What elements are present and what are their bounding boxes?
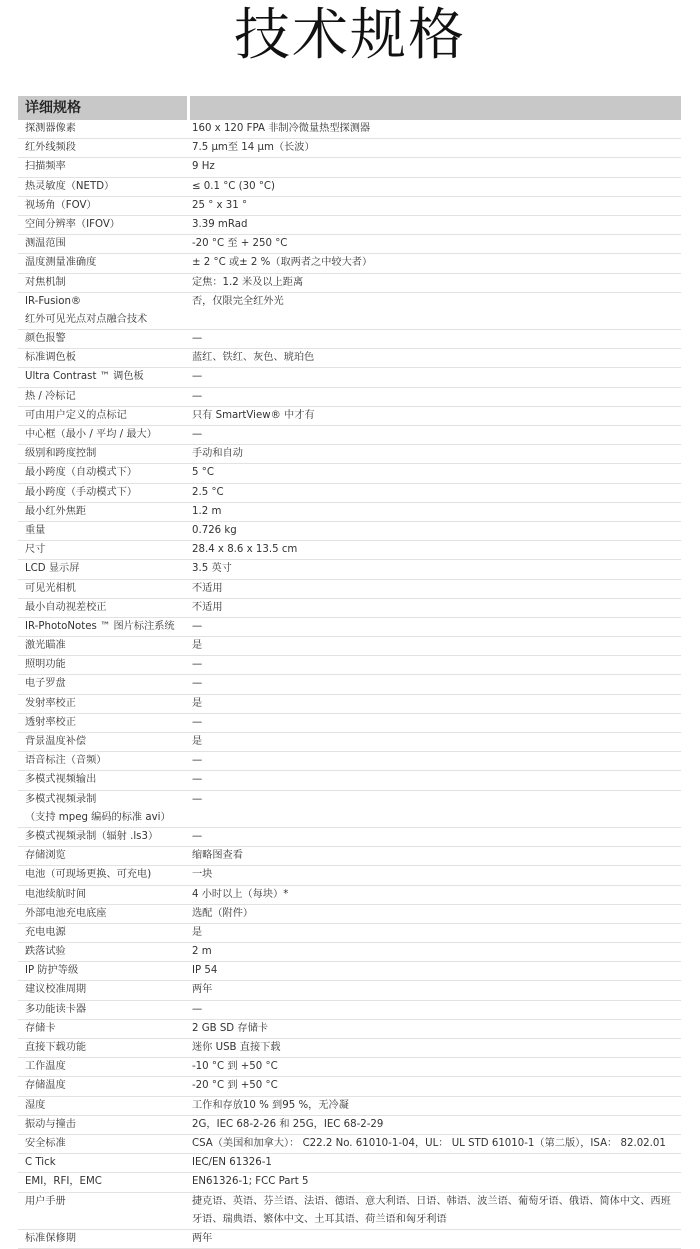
spec-value xyxy=(185,254,681,272)
spec-value-line: -20 °C 到 +50 °C xyxy=(192,1080,278,1092)
spec-label-line: LCD 显示屏 xyxy=(25,563,80,575)
spec-value-line: 是 xyxy=(192,736,203,747)
table-row xyxy=(18,484,681,503)
spec-label-line: 语音标注（音频） xyxy=(25,755,107,767)
table-row xyxy=(18,695,681,714)
spec-value xyxy=(185,1077,681,1095)
spec-value-line: 160 x 120 FPA 非制冷微量热型探测器 xyxy=(192,123,371,134)
page-title: 技术规格 xyxy=(234,3,466,68)
spec-label xyxy=(18,791,185,827)
spec-value xyxy=(185,733,681,751)
spec-value xyxy=(185,695,681,713)
spec-value-line: CSA（美国和加拿大）： C22.2 No. 61010-1-04，UL： UL STD 61010-1（第二版），ISA： 82.02.01 xyxy=(192,1137,666,1149)
spec-value-line: 捷克语、英语、芬兰语、法语、德语、意大利语、日语、韩语、波兰语、葡萄牙语、俄语、简体中文、西班 xyxy=(192,1195,671,1207)
spec-value xyxy=(185,924,681,942)
spec-value-line: — xyxy=(192,1003,203,1015)
spec-table-header xyxy=(18,96,681,120)
spec-value xyxy=(185,886,681,904)
spec-value-line: — xyxy=(192,390,203,402)
table-row xyxy=(18,733,681,752)
spec-label-line: 多功能读卡器 xyxy=(25,1003,87,1015)
spec-value xyxy=(185,981,681,999)
spec-label-line: 建议校准周期 xyxy=(25,984,87,996)
table-row xyxy=(18,924,681,943)
spec-label xyxy=(18,1193,185,1229)
spec-value-line: — xyxy=(192,830,203,842)
spec-label-line: C Tick xyxy=(25,1157,56,1169)
spec-label xyxy=(18,599,185,617)
table-row xyxy=(18,886,681,905)
spec-label xyxy=(18,426,185,444)
table-row xyxy=(18,752,681,771)
spec-label-line: 存储卡 xyxy=(25,1022,56,1034)
spec-label xyxy=(18,943,185,961)
table-row xyxy=(18,216,681,235)
spec-label xyxy=(18,560,185,578)
spec-label xyxy=(18,1077,185,1095)
spec-label xyxy=(18,330,185,348)
table-row xyxy=(18,1077,681,1096)
spec-value-line: 只有 SmartView® 中才有 xyxy=(192,409,315,421)
spec-label xyxy=(18,924,185,942)
spec-value-line: 3.39 mRad xyxy=(192,218,248,230)
spec-value xyxy=(185,330,681,348)
spec-label-line: 颜色报警 xyxy=(25,333,66,345)
table-row xyxy=(18,791,681,828)
spec-label-line: Ultra Contrast ™ 调色板 xyxy=(25,371,144,383)
spec-label xyxy=(18,274,185,292)
spec-value xyxy=(185,560,681,578)
spec-label xyxy=(18,771,185,789)
spec-value xyxy=(185,1020,681,1038)
table-row xyxy=(18,178,681,197)
table-row xyxy=(18,330,681,349)
table-row xyxy=(18,426,681,445)
spec-label-line: 多模式视频录制（辐射 .ls3） xyxy=(25,830,159,842)
table-row xyxy=(18,1116,681,1135)
spec-value-line: — xyxy=(192,371,203,383)
spec-label xyxy=(18,1116,185,1134)
spec-label xyxy=(18,197,185,215)
table-row xyxy=(18,962,681,981)
spec-label xyxy=(18,254,185,272)
spec-label-line: 视场角（FOV） xyxy=(25,199,97,211)
spec-label xyxy=(18,178,185,196)
spec-table xyxy=(18,96,681,1249)
table-row xyxy=(18,388,681,407)
spec-value-line: ≤ 0.1 °C (30 °C) xyxy=(192,180,276,192)
table-row xyxy=(18,197,681,216)
table-row xyxy=(18,714,681,733)
table-row xyxy=(18,1173,681,1192)
spec-value xyxy=(185,349,681,367)
spec-value-line: EN61326-1; FCC Part 5 xyxy=(192,1176,309,1188)
table-row xyxy=(18,541,681,560)
spec-label-line: 最小跨度（自动模式下） xyxy=(25,467,138,479)
spec-label-line: IP 防护等级 xyxy=(25,965,79,977)
spec-value xyxy=(185,158,681,176)
spec-value xyxy=(185,178,681,196)
spec-value xyxy=(185,791,681,827)
spec-value-line: 牙语、瑞典语、繁体中文、土耳其语、荷兰语和匈牙利语 xyxy=(192,1213,447,1225)
spec-value xyxy=(185,828,681,846)
table-row xyxy=(18,158,681,177)
spec-value xyxy=(185,139,681,157)
spec-label xyxy=(18,522,185,540)
spec-label xyxy=(18,1173,185,1191)
spec-value-line: — xyxy=(192,659,203,671)
spec-value xyxy=(185,235,681,253)
spec-value xyxy=(185,503,681,521)
spec-label-line: 振动与撞击 xyxy=(25,1118,76,1130)
spec-value xyxy=(185,1135,681,1153)
spec-value-line: 不适用 xyxy=(192,601,223,613)
table-row xyxy=(18,1058,681,1077)
spec-value-line: 是 xyxy=(192,640,203,652)
spec-label-line: 湿度 xyxy=(25,1099,46,1111)
spec-value xyxy=(185,943,681,961)
spec-value xyxy=(185,293,681,329)
table-row xyxy=(18,349,681,368)
spec-value xyxy=(185,580,681,598)
spec-value-line: 7.5 μm至 14 μm（长波） xyxy=(192,142,315,154)
spec-value-line: 一块 xyxy=(192,869,213,881)
spec-value-line: 否，仅限完全红外光 xyxy=(192,295,284,307)
spec-label-line: 存储温度 xyxy=(25,1080,66,1092)
spec-value-line: IEC/EN 61326-1 xyxy=(192,1157,272,1169)
spec-value-line: 2G，IEC 68-2-26 和 25G，IEC 68-2-29 xyxy=(192,1118,384,1130)
spec-label-line: 热灵敏度（NETD） xyxy=(25,180,115,192)
spec-value xyxy=(185,522,681,540)
spec-label-line: IR-Fusion® xyxy=(25,295,82,307)
spec-label-line: 电池续航时间 xyxy=(25,888,87,900)
table-row xyxy=(18,981,681,1000)
spec-label xyxy=(18,388,185,406)
spec-value xyxy=(185,1058,681,1076)
spec-value-line: 不适用 xyxy=(192,582,223,594)
spec-value-line: 迷你 USB 直接下载 xyxy=(192,1042,281,1053)
spec-label xyxy=(18,158,185,176)
spec-label xyxy=(18,905,185,923)
spec-label xyxy=(18,752,185,770)
spec-label xyxy=(18,464,185,482)
spec-label xyxy=(18,541,185,559)
spec-value-line: 是 xyxy=(192,926,203,938)
spec-label xyxy=(18,1135,185,1153)
spec-value xyxy=(185,388,681,406)
spec-value-line: 4 小时以上（每块）* xyxy=(192,888,289,900)
spec-label-line: EMI，RFI，EMC xyxy=(25,1176,102,1188)
spec-label xyxy=(18,1001,185,1019)
spec-label-line: 空间分辨率（IFOV） xyxy=(25,218,120,230)
spec-value-line: 手动和自动 xyxy=(192,448,243,460)
spec-label xyxy=(18,216,185,234)
table-row xyxy=(18,943,681,962)
table-row xyxy=(18,771,681,790)
spec-value xyxy=(185,714,681,732)
spec-label xyxy=(18,714,185,732)
spec-value-line: — xyxy=(192,774,203,786)
spec-value xyxy=(185,1097,681,1115)
spec-value xyxy=(185,274,681,292)
spec-label xyxy=(18,445,185,463)
spec-value xyxy=(185,407,681,425)
spec-value-line: — xyxy=(192,716,203,728)
spec-label xyxy=(18,828,185,846)
spec-value xyxy=(185,1154,681,1172)
spec-value xyxy=(185,1001,681,1019)
spec-label-line: 跌落试验 xyxy=(25,946,66,958)
table-row xyxy=(18,407,681,426)
table-row xyxy=(18,1001,681,1020)
spec-value xyxy=(185,656,681,674)
spec-value xyxy=(185,1193,681,1229)
table-row xyxy=(18,368,681,387)
spec-value-line: 两年 xyxy=(192,984,213,996)
spec-value xyxy=(185,618,681,636)
table-row xyxy=(18,847,681,866)
spec-value xyxy=(185,445,681,463)
spec-label-line: 激光瞄准 xyxy=(25,640,66,652)
spec-value-line: 2.5 °C xyxy=(192,486,224,498)
table-row xyxy=(18,293,681,330)
table-row xyxy=(18,1154,681,1173)
spec-label-line: 工作温度 xyxy=(25,1061,66,1073)
spec-label-line: 透射率校正 xyxy=(25,716,76,728)
spec-value xyxy=(185,752,681,770)
spec-label xyxy=(18,1230,185,1248)
spec-label-line: 中心框（最小 / 平均 / 最大） xyxy=(25,429,157,440)
spec-value-line: — xyxy=(192,755,203,767)
spec-value xyxy=(185,120,681,138)
spec-label-line: 标准调色板 xyxy=(25,352,76,364)
spec-value xyxy=(185,866,681,884)
spec-header-blank xyxy=(190,96,681,120)
table-row xyxy=(18,464,681,483)
table-row xyxy=(18,675,681,694)
table-row xyxy=(18,274,681,293)
spec-label xyxy=(18,349,185,367)
table-row xyxy=(18,139,681,158)
spec-value-line: 0.726 kg xyxy=(192,524,237,536)
spec-value-line: 定焦：1.2 米及以上距离 xyxy=(192,276,304,288)
spec-value-line: — xyxy=(192,793,203,805)
table-row xyxy=(18,503,681,522)
spec-value-line: 两年 xyxy=(192,1232,213,1244)
table-row xyxy=(18,905,681,924)
spec-label-line: 外部电池充电底座 xyxy=(25,907,107,919)
table-row xyxy=(18,1039,681,1058)
spec-rows xyxy=(18,120,681,1249)
spec-label xyxy=(18,847,185,865)
spec-label-line: 温度测量准确度 xyxy=(25,257,97,269)
spec-label xyxy=(18,293,185,329)
table-row xyxy=(18,445,681,464)
spec-value xyxy=(185,771,681,789)
spec-value-line: ± 2 °C 或± 2 %（取两者之中较大者） xyxy=(192,257,373,269)
table-row xyxy=(18,254,681,273)
spec-value-line: 3.5 英寸 xyxy=(192,563,232,575)
table-row xyxy=(18,522,681,541)
spec-section-heading: 详细规格 xyxy=(18,96,187,120)
spec-value xyxy=(185,484,681,502)
spec-value xyxy=(185,675,681,693)
spec-label-line: 充电电源 xyxy=(25,926,66,938)
table-row xyxy=(18,1020,681,1039)
spec-value xyxy=(185,637,681,655)
table-row xyxy=(18,1230,681,1249)
table-row xyxy=(18,828,681,847)
spec-label-line: 直接下载功能 xyxy=(25,1042,87,1053)
spec-label-line: 扫描频率 xyxy=(25,161,66,173)
spec-label xyxy=(18,1020,185,1038)
spec-label-line: 标准保修期 xyxy=(25,1232,76,1244)
spec-label xyxy=(18,235,185,253)
spec-value xyxy=(185,599,681,617)
spec-value xyxy=(185,464,681,482)
spec-label-line: 用户手册 xyxy=(25,1195,66,1207)
spec-label-line: 重量 xyxy=(25,524,46,536)
spec-label-line: 发射率校正 xyxy=(25,697,76,709)
table-row xyxy=(18,235,681,254)
spec-label-line: 电池（可现场更换、可充电) xyxy=(25,869,152,881)
spec-label xyxy=(18,618,185,636)
spec-label xyxy=(18,675,185,693)
spec-label xyxy=(18,407,185,425)
spec-label xyxy=(18,886,185,904)
table-row xyxy=(18,580,681,599)
spec-label-line: 测温范围 xyxy=(25,238,66,250)
spec-label-line: 探测器像素 xyxy=(25,123,76,134)
spec-value-line: 2 GB SD 存储卡 xyxy=(192,1022,268,1034)
spec-value-line: — xyxy=(192,333,203,345)
table-row xyxy=(18,637,681,656)
spec-value-line: 28.4 x 8.6 x 13.5 cm xyxy=(192,544,298,556)
spec-label xyxy=(18,637,185,655)
spec-value-line: 是 xyxy=(192,697,203,709)
spec-label xyxy=(18,981,185,999)
spec-value-line: 蓝红、铁红、灰色、琥珀色 xyxy=(192,352,315,364)
spec-label xyxy=(18,484,185,502)
table-row xyxy=(18,618,681,637)
spec-label xyxy=(18,866,185,884)
spec-label xyxy=(18,503,185,521)
spec-label xyxy=(18,1154,185,1172)
spec-value-line: -10 °C 到 +50 °C xyxy=(192,1061,278,1073)
spec-value xyxy=(185,426,681,444)
table-row xyxy=(18,1097,681,1116)
spec-label-line: 最小红外焦距 xyxy=(25,505,87,517)
spec-value-line: IP 54 xyxy=(192,965,218,977)
spec-value xyxy=(185,905,681,923)
table-row xyxy=(18,120,681,139)
spec-value xyxy=(185,962,681,980)
spec-value xyxy=(185,1116,681,1134)
spec-label-line: 安全标准 xyxy=(25,1137,66,1149)
table-row xyxy=(18,560,681,579)
spec-label-line: 可由用户定义的点标记 xyxy=(25,409,127,421)
spec-label-line: 红外可见光点对点融合技术 xyxy=(25,313,148,325)
spec-value-line: 25 ° x 31 ° xyxy=(192,199,248,211)
table-row xyxy=(18,866,681,885)
spec-value-line: — xyxy=(192,620,203,632)
spec-label xyxy=(18,733,185,751)
table-row xyxy=(18,1193,681,1230)
spec-value xyxy=(185,197,681,215)
spec-label xyxy=(18,962,185,980)
spec-label-line: 最小自动视差校正 xyxy=(25,601,107,613)
spec-label xyxy=(18,139,185,157)
spec-label xyxy=(18,368,185,386)
spec-value-line: -20 °C 至 + 250 °C xyxy=(192,238,288,250)
spec-label-line: 背景温度补偿 xyxy=(25,736,87,747)
spec-label-line: 多模式视频录制 xyxy=(25,793,97,805)
spec-label xyxy=(18,656,185,674)
spec-value-line: — xyxy=(192,429,203,440)
spec-label xyxy=(18,120,185,138)
spec-label xyxy=(18,1039,185,1057)
spec-label-line: 热 / 冷标记 xyxy=(25,390,76,402)
table-row xyxy=(18,1135,681,1154)
spec-label-line: 最小跨度（手动模式下） xyxy=(25,486,138,498)
spec-value xyxy=(185,1230,681,1248)
spec-value-line: 选配（附件） xyxy=(192,907,254,919)
spec-value-line: 9 Hz xyxy=(192,161,215,173)
spec-label-line: 电子罗盘 xyxy=(25,678,66,690)
spec-label-line: 可见光相机 xyxy=(25,582,76,594)
spec-label-line: 对焦机制 xyxy=(25,276,66,288)
spec-value-line: 1.2 m xyxy=(192,505,222,517)
spec-value xyxy=(185,1173,681,1191)
spec-label-line: 存储浏览 xyxy=(25,850,66,862)
spec-value xyxy=(185,541,681,559)
spec-label-line: 照明功能 xyxy=(25,659,66,671)
spec-value-line: 5 °C xyxy=(192,467,214,479)
spec-label xyxy=(18,1058,185,1076)
spec-value-line: 2 m xyxy=(192,946,212,958)
spec-value xyxy=(185,847,681,865)
spec-value xyxy=(185,1039,681,1057)
spec-label-line: （支持 mpeg 编码的标准 avi） xyxy=(25,811,171,823)
spec-value-line: 工作和存放10 % 到95 %，无冷凝 xyxy=(192,1099,349,1111)
spec-label-line: 尺寸 xyxy=(25,544,46,556)
spec-value-line: — xyxy=(192,678,203,690)
spec-label-line: 红外线频段 xyxy=(25,142,76,154)
spec-label xyxy=(18,1097,185,1115)
spec-label-line: 多模式视频输出 xyxy=(25,774,97,786)
spec-label-line: 级别和跨度控制 xyxy=(25,448,97,460)
spec-value xyxy=(185,216,681,234)
table-row xyxy=(18,599,681,618)
spec-label-line: IR-PhotoNotes ™ 图片标注系统 xyxy=(25,620,175,632)
table-row xyxy=(18,656,681,675)
spec-label xyxy=(18,580,185,598)
spec-value xyxy=(185,368,681,386)
spec-label xyxy=(18,695,185,713)
spec-value-line: 缩略图查看 xyxy=(192,850,243,862)
